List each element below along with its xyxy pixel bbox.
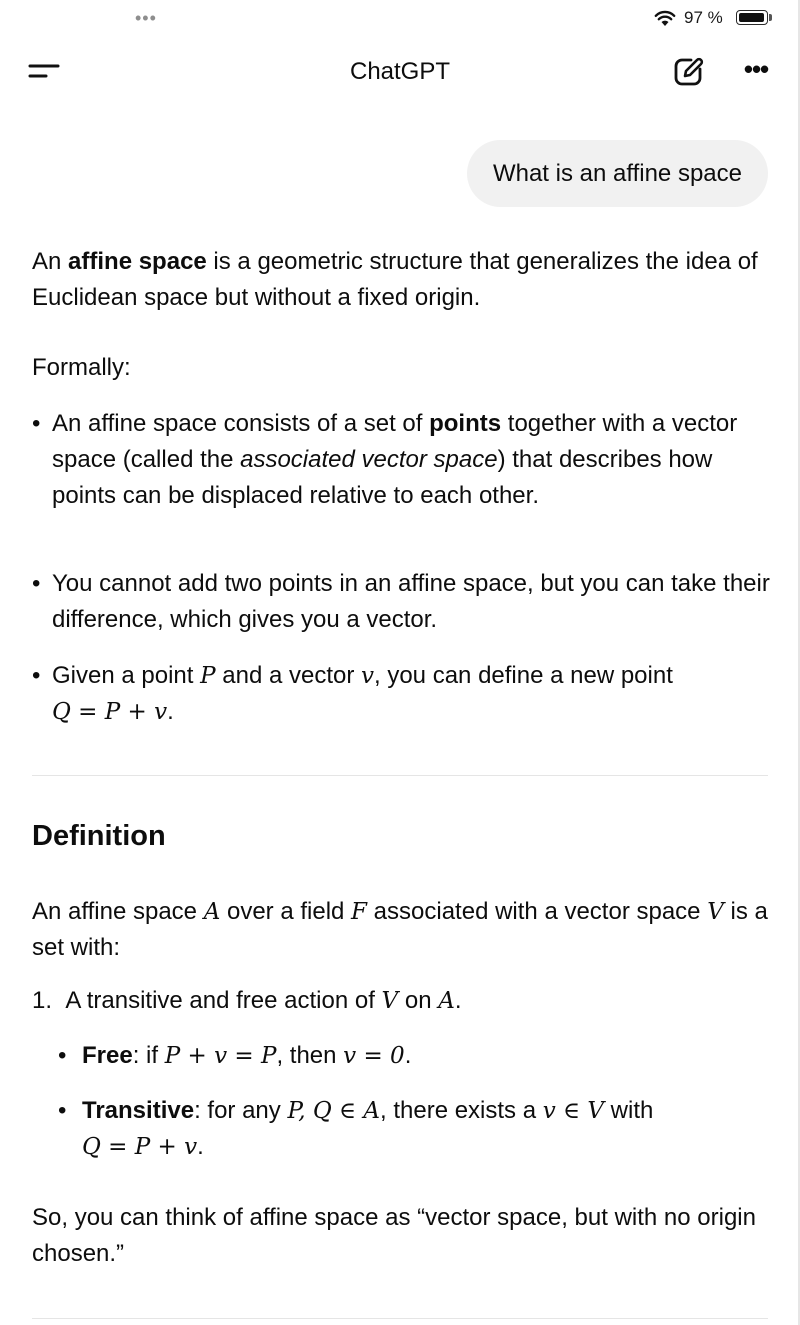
italic-term: associated vector space [240,446,498,473]
definition-paragraph [32,894,770,966]
text-span: , then [276,1042,344,1069]
math-expression: P, Q ∈ A [287,1098,380,1124]
math-symbol: V [381,988,399,1014]
bold-term: affine space [68,248,207,275]
math-expression: v ∈ V [542,1098,605,1124]
text-span: An affine space [32,898,204,925]
list-number: 1. [32,987,53,1014]
battery-icon [736,10,768,25]
battery-tip [769,14,772,21]
edit-icon[interactable] [670,54,706,90]
bold-term: Free [82,1042,133,1069]
math-symbol: A [438,988,455,1014]
text-span: and a vector [215,662,361,689]
bold-term: Transitive [82,1097,195,1124]
list-item-text [52,658,770,730]
math-symbol: P [200,663,216,689]
list-item [32,406,770,514]
text-span: . [197,1133,204,1160]
ordered-list-item [32,983,770,1019]
math-expression: v = 0 [343,1043,405,1069]
section-heading: Definition [32,820,166,852]
bullet-dot: • [58,1042,67,1069]
math-symbol: V [707,899,724,925]
user-message-bubble: What is an affine space [467,140,768,207]
app-header [0,44,800,100]
text-span: over a field [220,898,352,925]
more-icon[interactable]: ••• [743,54,769,84]
math-symbol: F [351,899,368,925]
formally-label: Formally: [32,354,131,381]
text-span: is a set with: [32,898,768,961]
text-span: : if [132,1042,165,1069]
math-symbol: v [361,663,374,689]
text-span: is a geometric structure that generalizes the idea of Euclidean space but without a fixed origin. [32,248,758,311]
text-span: associated with a vector space [367,898,708,925]
closing-paragraph: So, you can think of affine space as “vector space, but with no origin chosen.” [32,1204,756,1267]
text-span: An affine space consists of a set of [52,410,430,437]
list-item-text: You cannot add two points in an affine space, but you can take their difference, which gives you a vector. [52,570,770,633]
list-item [32,566,770,638]
text-span: . [167,698,174,725]
list-item [58,1038,768,1074]
math-symbol: A [203,899,221,925]
bold-term: points [429,410,502,437]
text-span: . [404,1042,412,1069]
math-expression: Q = P + v [52,699,168,725]
section-divider [32,1318,768,1319]
text-span: together with a vector space (called the [52,410,738,473]
text-span: : for any [194,1097,288,1124]
wifi-icon [654,9,676,27]
list-item-text [82,1038,768,1074]
text-span: , there exists a [380,1097,543,1124]
multitasking-dots[interactable]: ••• [135,8,157,28]
app-title[interactable]: ChatGPT [349,58,451,85]
list-item [58,1093,768,1165]
text-span: . [454,987,462,1014]
bullet-dot: • [32,662,41,689]
status-bar [0,0,800,36]
text-span: ) that describes how points can be displaced relative to each other. [52,446,713,509]
text-span: An [32,248,69,275]
math-expression: P + v = P [164,1043,277,1069]
bullet-dot: • [58,1097,67,1124]
section-divider [32,775,768,776]
battery-percent: 97 % [684,8,723,27]
math-expression: Q = P + v [82,1134,198,1160]
list-item-text [82,1093,768,1165]
list-item-text [52,406,770,514]
text-span: Given a point [52,662,201,689]
intro-paragraph [32,244,770,316]
text-span: , you can define a new point [374,662,673,689]
list-item [32,658,770,730]
bullet-dot: • [32,410,41,437]
text-span: on [398,987,439,1014]
bullet-dot: • [32,570,41,597]
text-span: A transitive and free action of [65,987,382,1014]
text-span: with [604,1097,654,1124]
